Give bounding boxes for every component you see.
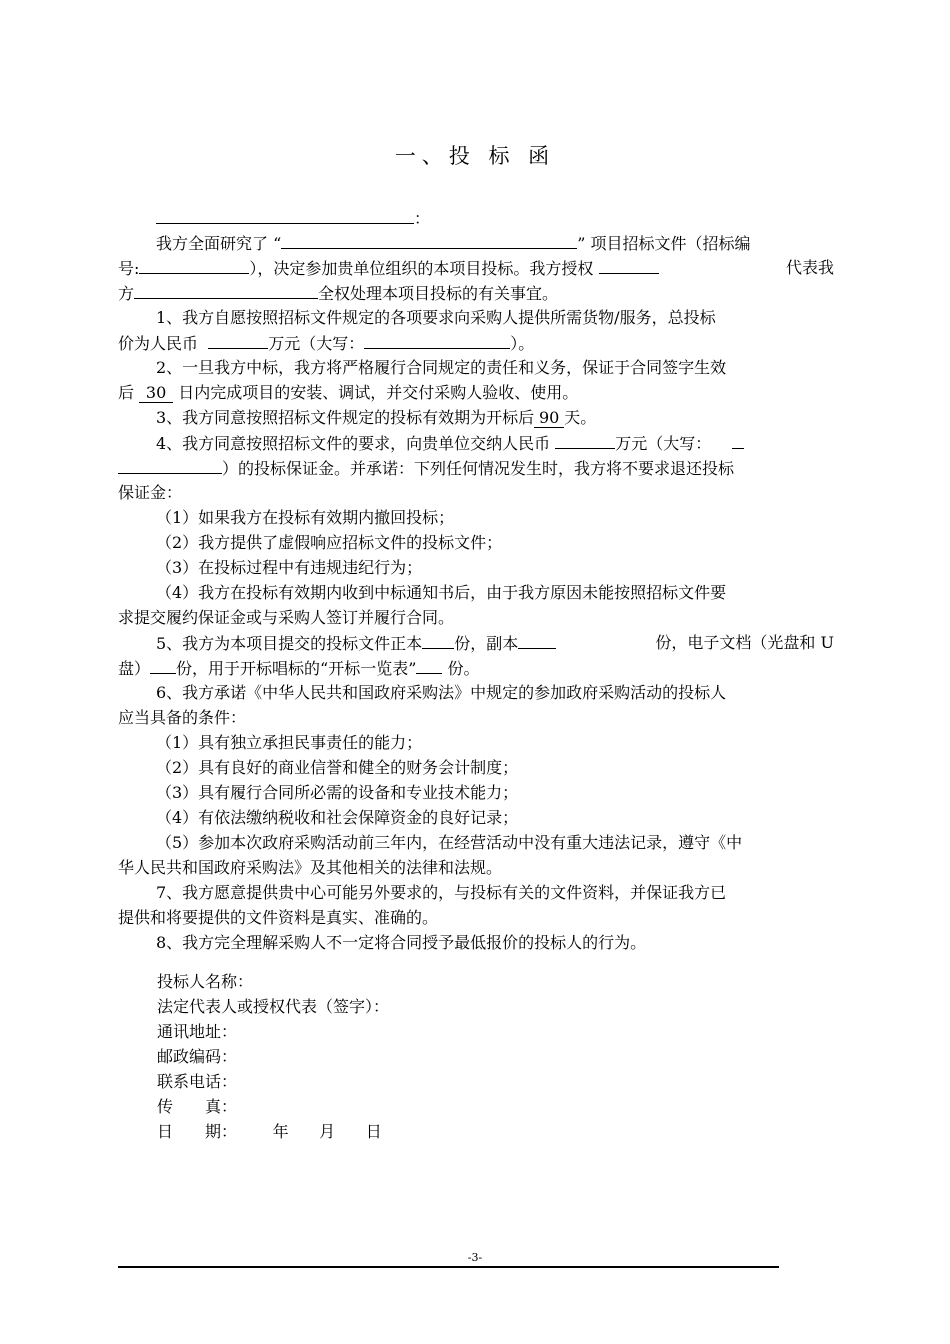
validity-days[interactable]: 90 [534, 409, 564, 428]
electronic-copies-blank[interactable] [150, 655, 176, 674]
item6-sub-3: （3）具有履行合同所必需的设备和专业技术能力； [156, 783, 519, 802]
item6-line-1: 6、我方承诺《中华人民共和国政府采购法》中规定的参加政府采购活动的投标人 [156, 683, 727, 702]
opening-list-copies-blank[interactable] [416, 655, 442, 674]
deposit-amount-blank[interactable] [555, 430, 615, 449]
item6-line-2: 应当具备的条件： [118, 708, 247, 727]
total-price-words-blank[interactable] [364, 330, 510, 349]
item3-line-1: 3、我方同意按照招标文件规定的投标有效期为开标后 90 天。 [156, 408, 597, 427]
delivery-days[interactable]: 30 [139, 384, 173, 403]
item1-line-1: 1、我方自愿按照招标文件规定的各项要求向采购人提供所需货物/服务，总投标 [156, 308, 716, 327]
postcode-field[interactable]: 邮政编码： [157, 1047, 238, 1066]
item4-line-3: 保证金： [118, 483, 183, 502]
date-field[interactable]: 日 期： 年 月 日 [157, 1122, 382, 1141]
deposit-words-blank-b[interactable] [118, 455, 222, 474]
item1-line-2: 价为人民币 万元（大写： ）。 [118, 330, 834, 355]
letter-body [118, 205, 834, 955]
item6-sub-4: （4）有依法缴纳税收和社会保障资金的良好记录； [156, 808, 519, 827]
item8-line-1: 8、我方完全理解采购人不一定将合同授予最低报价的投标人的行为。 [156, 933, 647, 952]
item5-line-2: 盘） 份，用于开标唱标的“开标一览表” 份。 [118, 655, 834, 680]
address-field[interactable]: 通讯地址： [157, 1022, 238, 1041]
item7-line-2: 提供和将要提供的文件资料是真实、准确的。 [118, 908, 439, 927]
item4-sub-1: （1）如果我方在投标有效期内撤回投标； [156, 508, 455, 527]
representative-signature-field[interactable]: 法定代表人或授权代表（签字）： [157, 997, 390, 1016]
tender-number-blank[interactable] [139, 255, 249, 274]
item2-line-2: 后 30 日内完成项目的安装、调试，并交付采购人验收、使用。 [118, 383, 579, 402]
deposit-words-blank-a[interactable] [732, 430, 744, 449]
intro-line-2: 号: ），决定参加贵单位组织的本项目投标。我方授权 代表我 [118, 255, 834, 280]
item6-sub-5a: （5）参加本次政府采购活动前三年内，在经营活动中没有重大违法记录，遵守《中 [156, 833, 743, 852]
intro-line-3: 方 全权处理本项目投标的有关事宜。 [118, 280, 834, 305]
fax-field[interactable]: 传 真： [157, 1097, 238, 1116]
item4-line-1: 4、我方同意按照招标文件的要求，向贵单位交纳人民币 万元（大写： [118, 430, 834, 455]
item6-sub-1: （1）具有独立承担民事责任的能力； [156, 733, 423, 752]
footer-rule [118, 1266, 779, 1268]
item4-line-2: ）的投标保证金。并承诺：下列任何情况发生时，我方将不要求退还投标 [118, 455, 834, 480]
item4-sub-4a: （4）我方在投标有效期内收到中标通知书后，由于我方原因未能按照招标文件要 [156, 583, 727, 602]
bidder-name-field[interactable]: 投标人名称： [157, 972, 254, 991]
page-number: -3- [467, 1251, 483, 1264]
intro-line-1: 我方全面研究了 “ ” 项目招标文件（招标编 [118, 230, 834, 255]
item4-sub-2: （2）我方提供了虚假响应招标文件的投标文件； [156, 533, 503, 552]
signature-block [157, 969, 389, 1144]
duplicate-copies-blank[interactable] [518, 630, 556, 649]
item2-line-1: 2、一旦我方中标，我方将严格履行合同规定的责任和义务，保证于合同签字生效 [156, 358, 727, 377]
phone-field[interactable]: 联系电话： [157, 1072, 238, 1091]
item7-line-1: 7、我方愿意提供贵中心可能另外要求的，与投标有关的文件资料，并保证我方已 [156, 883, 727, 902]
item6-sub-5b: 华人民共和国政府采购法》及其他相关的法律和法规。 [118, 858, 503, 877]
authorized-person-blank[interactable] [599, 255, 659, 274]
item4-sub-3: （3）在投标过程中有违规违纪行为； [156, 558, 423, 577]
item6-sub-2: （2）具有良好的商业信誉和健全的财务会计制度； [156, 758, 519, 777]
recipient-blank[interactable] [156, 205, 414, 224]
item5-line-1: 5、我方为本项目提交的投标文件正本 份，副本 份，电子文档（光盘和 U [118, 630, 834, 655]
project-name-blank[interactable] [281, 230, 577, 249]
authorized-name-blank[interactable] [134, 280, 318, 299]
original-copies-blank[interactable] [422, 630, 454, 649]
item4-sub-4b: 求提交履约保证金或与采购人签订并履行合同。 [118, 608, 455, 627]
total-price-blank[interactable] [208, 330, 268, 349]
salutation-line: ： [118, 205, 834, 230]
page-title: 一、投 标 函 [394, 144, 556, 168]
